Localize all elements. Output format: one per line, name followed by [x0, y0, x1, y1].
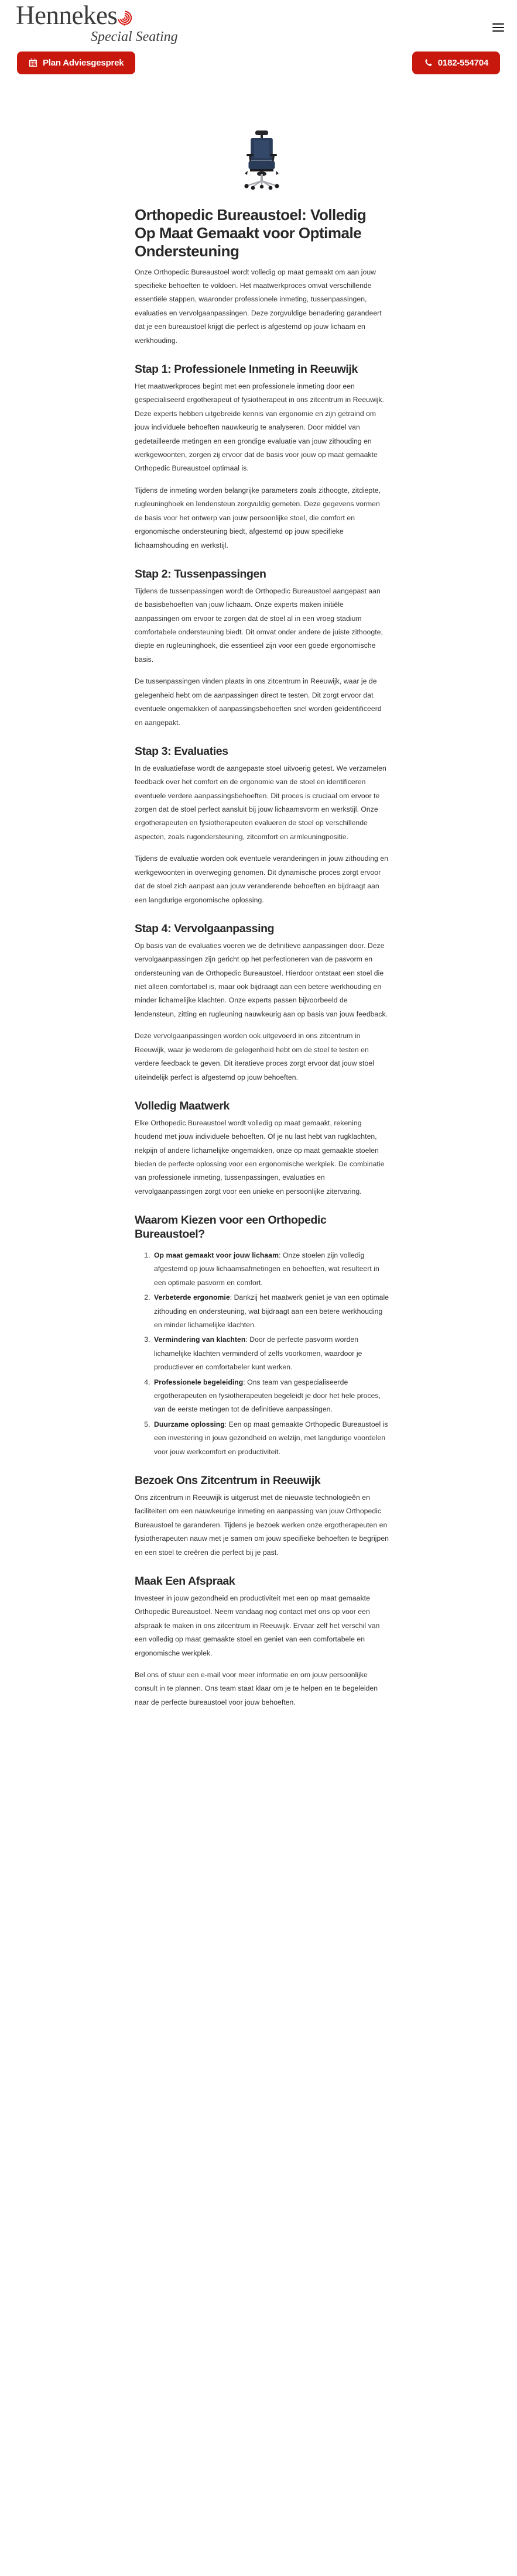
reason-title: Duurzame oplossing: [154, 1420, 225, 1428]
phone-button[interactable]: [412, 51, 500, 74]
page-title: Orthopedic Bureaustoel: Volledig Op Maat Gemaakt voor Optimale Ondersteuning: [135, 206, 367, 260]
appointment-paragraph: Investeer in jouw gezondheid en productiviteit met een op maat gemaakte Orthopedic Bureaustoel. Neem vandaag nog contact met ons op voor een afspraak te maken in ons zitcentrum in Reeuwijk. Ervaar zelf het verschil van een volledig op maat gemaakte stoel en geniet van een comfortabele en ergonomische werkplek.: [135, 1593, 380, 1657]
reason-item: [152, 1418, 389, 1459]
hamburger-bar: [492, 30, 504, 32]
reason-text: : Door de perfecte pasvorm worden lichamelijke klachten verminderd of zelfs voorkomen, waardoor je productiever en comfortabeler kunt werken.: [154, 1335, 362, 1372]
section-heading: Stap 4: Vervolgaanpassing: [135, 922, 275, 935]
reason-text: : Dankzij het maatwerk geniet je van een optimale zithouding en ondersteuning, wat bijdraagt aan een betere werkhouding en minder lichamelijke klachten.: [154, 1293, 389, 1329]
section-heading: Stap 2: Tussenpassingen: [135, 567, 266, 581]
appointment-paragraph: Bel ons of stuur een e-mail voor meer informatie en om jouw persoonlijke consult in te plannen. Ons team staat klaar om je te helpen en te begeleiden naar de perfecte bureaustoel voor jouw behoeften.: [135, 1670, 378, 1706]
plan-appointment-label: Plan Adviesgesprek: [43, 58, 124, 68]
reason-title: Vermindering van klachten: [154, 1335, 246, 1344]
section-paragraph: Het maatwerkproces begint met een professionele inmeting door een gespecialiseerd ergotherapeut of fysiotherapeut in ons zitcentrum in Reeuwijk. Deze experts hebben uitgebreide kennis van ergonomie en zijn getraind om jouw individuele behoeften nauwkeurig te analyseren. Door middel van gedetailleerde metingen en een grondige evaluatie van jouw zithouding en werkgewoonten, zorgen zij ervoor dat de basis voor jouw op maat gemaakte Orthopedic Bureaustoel optimaal is.: [135, 382, 384, 473]
section-heading: Volledig Maatwerk: [135, 1099, 230, 1112]
appointment-paragraphs: [135, 1592, 389, 1709]
section-paragraph: Elke Orthopedic Bureaustoel wordt volledig op maat gemaakt, rekening houdend met jouw individuele behoeften. Of je nu last hebt van rugklachten, nekpijn of andere lichamelijke ongemakken, onze op maat gemaakte stoelen bieden de perfecte oplossing voor een ergonomische werkplek. De combinatie van professionele inmeting, tussenpassingen, evaluaties en vervolgaanpassingen zorgt voor een unieke en persoonlijke zitervaring.: [135, 1118, 385, 1196]
reason-text: : Ons team van gespecialiseerde ergotherapeuten en fysiotherapeuten begeleidt je door het hele proces, van de eerste metingen tot de definitieve aanpassingen.: [154, 1378, 381, 1414]
site-logo[interactable]: [16, 2, 186, 49]
section-heading: Stap 1: Professionele Inmeting in Reeuwijk: [135, 363, 358, 376]
section-paragraph: Tijdens de tussenpassingen wordt de Orthopedic Bureaustoel aangepast aan de basisbehoeften van jouw lichaam. Onze experts maken initiële aanpassingen om ervoor te zorgen dat de stoel al in een vroeg stadium comfortabele ondersteuning biedt. Dit omvat onder andere de juiste zithoogte, diepte en rugleuninghoek, die essentieel zijn voor een goede ergonomische basis.: [135, 586, 383, 664]
calendar-icon: [29, 59, 37, 67]
hamburger-bar: [492, 27, 504, 28]
section-paragraph: Deze vervolgaanpassingen worden ook uitgevoerd in ons zitcentrum in Reeuwijk, waar je wederom de gelegenheid hebt om de stoel te testen en verdere feedback te geven. Dit iteratieve proces zorgt ervoor dat jouw stoel uiteindelijk perfect is afgestemd op jouw behoeften.: [135, 1032, 374, 1081]
plan-appointment-button[interactable]: [17, 51, 135, 74]
reason-title: Op maat gemaakt voor jouw lichaam: [154, 1251, 279, 1259]
reason-text: : Een op maat gemaakte Orthopedic Bureaustoel is een investering in jouw gezondheid en welzijn, met langdurige voordelen voor jouw werkcomfort en productiviteit.: [154, 1420, 388, 1456]
phone-icon: [424, 59, 433, 67]
appointment-heading: Maak Een Afspraak: [135, 1575, 235, 1588]
section-paragraph: Tijdens de inmeting worden belangrijke parameters zoals zithoogte, zitdiepte, rugleuninghoek en lendensteun zorgvuldig gemeten. Deze gegevens vormen de basis voor het ontwerp van jouw persoonlijke stoel, die comfort en ergonomische ondersteuning biedt, afgestemd op jouw specifieke lichaamshouding en werkstijl.: [135, 486, 381, 549]
hamburger-menu-icon[interactable]: [492, 23, 504, 33]
visit-heading: Bezoek Ons Zitcentrum in Reeuwijk: [135, 1474, 321, 1488]
reasons-heading: Waarom Kiezen voor een Orthopedic Bureaustoel?: [135, 1214, 327, 1241]
office-chair-image: [237, 128, 287, 191]
section-paragraph: In de evaluatiefase wordt de aangepaste stoel uitvoerig getest. We verzamelen feedback over het comfort en de ergonomie van de stoel en identificeren eventuele verdere aanpassingsbehoeften. Dit proces is cruciaal om ervoor te zorgen dat de stoel perfect aansluit bij jouw lichaamsvorm en werkstijl. Onze ergotherapeuten en fysiotherapeuten evalueren de stoel op verschillende aspecten, zoals rugondersteuning, zitcomfort en armleuningpositie.: [135, 764, 386, 841]
site-header: [0, 0, 517, 51]
section-paragraph: Tijdens de evaluatie worden ook eventuele veranderingen in jouw zithouding en werkgewoonten in overweging genomen. Dit dynamische proces zorgt ervoor dat de stoel zich aanpast aan jouw veranderende behoeften en bijdraagt aan een langdurige ergonomische oplossing.: [135, 854, 388, 904]
reason-item: [152, 1376, 389, 1417]
article-sections: [135, 363, 389, 1198]
reason-text: : Onze stoelen zijn volledig afgestemd op jouw lichaamsafmetingen en behoeften, wat resulteert in een optimale pasvorm en comfort.: [154, 1251, 379, 1287]
logo-text: Hennekes: [16, 1, 118, 30]
reason-title: Verbeterde ergonomie: [154, 1293, 230, 1302]
article-content: [0, 128, 517, 1709]
logo-tagline: Special Seating: [91, 29, 178, 44]
section-paragraph: Op basis van de evaluaties voeren we de definitieve aanpassingen door. Deze vervolgaanpassingen zijn gericht op het perfectioneren van de pasvorm en ondersteuning van de Orthopedic Bureaustoel. Hierdoor ontstaat een stoel die niet alleen comfortabel is, maar ook bijdraagt aan een betere werkhouding en minder lichamelijke klachten. Onze experts passen bijvoorbeeld de lendensteun, zitting en rugleuning nauwkeurig aan op basis van jouw feedback.: [135, 941, 388, 1018]
reason-item: [152, 1249, 389, 1290]
spiral-logo-icon: [116, 5, 133, 32]
phone-label: 0182-554704: [437, 58, 488, 68]
cta-bar: [0, 51, 517, 84]
reason-item: [152, 1333, 389, 1374]
reason-item: [152, 1291, 389, 1332]
section-paragraph: De tussenpassingen vinden plaats in ons zitcentrum in Reeuwijk, waar je de gelegenheid hebt om de aanpassingen direct te testen. Dit zorgt ervoor dat eventuele ongemakken of aanpassingsbehoeften snel worden geïdentificeerd en aangepakt.: [135, 677, 382, 727]
section-heading: Stap 3: Evaluaties: [135, 744, 228, 758]
logo-wordmark: [16, 2, 186, 32]
reasons-list: [135, 1249, 389, 1459]
hamburger-bar: [492, 23, 504, 25]
reason-title: Professionele begeleiding: [154, 1378, 244, 1386]
intro-paragraph: Onze Orthopedic Bureaustoel wordt volledig op maat gemaakt om aan jouw specifieke behoeften te voldoen. Het maatwerkproces omvat verschillende essentiële stappen, waaronder professionele inmeting, tussenpassingen, evaluaties en vervolgaanpassingen. Deze zorgvuldige benadering garandeert dat je een bureaustoel krijgt die perfect is afgestemd op jouw lichaam en werkhouding.: [135, 267, 382, 345]
visit-paragraph: Ons zitcentrum in Reeuwijk is uitgerust met de nieuwste technologieën en faciliteiten om een nauwkeurige inmeting en aanpassing van jouw Orthopedic Bureaustoel te garanderen. Tijdens je bezoek werken onze ergotherapeuten en fysiotherapeuten nauw met je samen om jouw specifieke behoeften te begrijpen en een stoel te creëren die perfect bij je past.: [135, 1493, 389, 1557]
